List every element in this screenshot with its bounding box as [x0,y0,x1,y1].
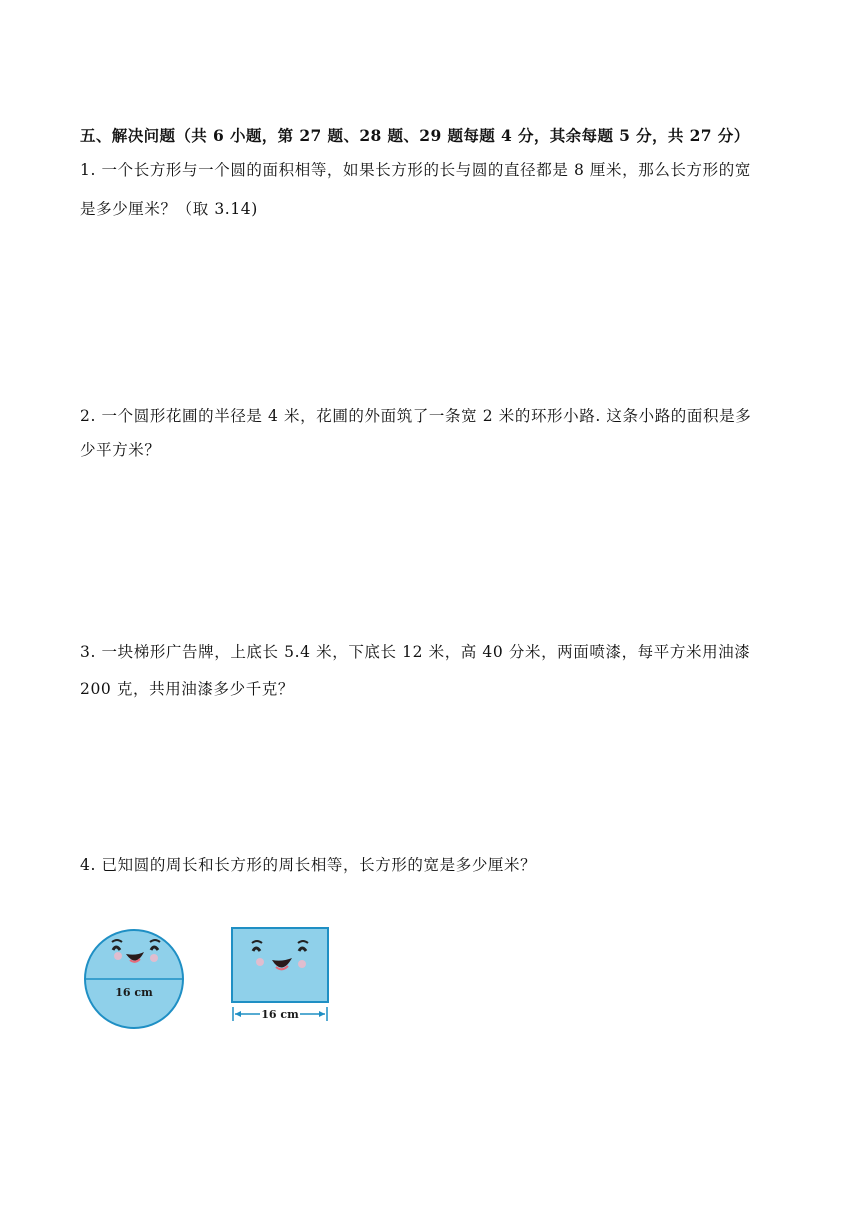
circle-figure [82,928,186,1030]
question-1-line-2: 是多少厘米？（取 3.14) [80,200,258,218]
circle-diameter-label: 16 cm [115,986,153,999]
question-3-line-1: 3. 一块梯形广告牌，上底长 5.4 米，下底长 12 米，高 40 分米，两面喷漆，每平方米用油漆 [80,643,751,661]
rectangle-figure [228,926,332,1026]
question-4-line-1: 4. 已知圆的周长和长方形的周长相等，长方形的宽是多少厘米？ [80,856,537,874]
question-1-line-1: 1. 一个长方形与一个圆的面积相等，如果长方形的长与圆的直径都是 8 厘米，那么长方形的宽 [80,161,751,179]
question-2-line-2: 少平方米？ [80,441,161,459]
question-3-line-2: 200 克，共用油漆多少千克？ [80,680,295,698]
section-title: 五、解决问题（共 6 小题，第 27 题、28 题、29 题每题 4 分，其余每题 5 分，共 27 分） [80,126,750,145]
rectangle-width-label: 16 cm [261,1008,299,1021]
question-2-line-1: 2. 一个圆形花圃的半径是 4 米，花圃的外面筑了一条宽 2 米的环形小路. 这条小路的面积是多 [80,407,752,425]
